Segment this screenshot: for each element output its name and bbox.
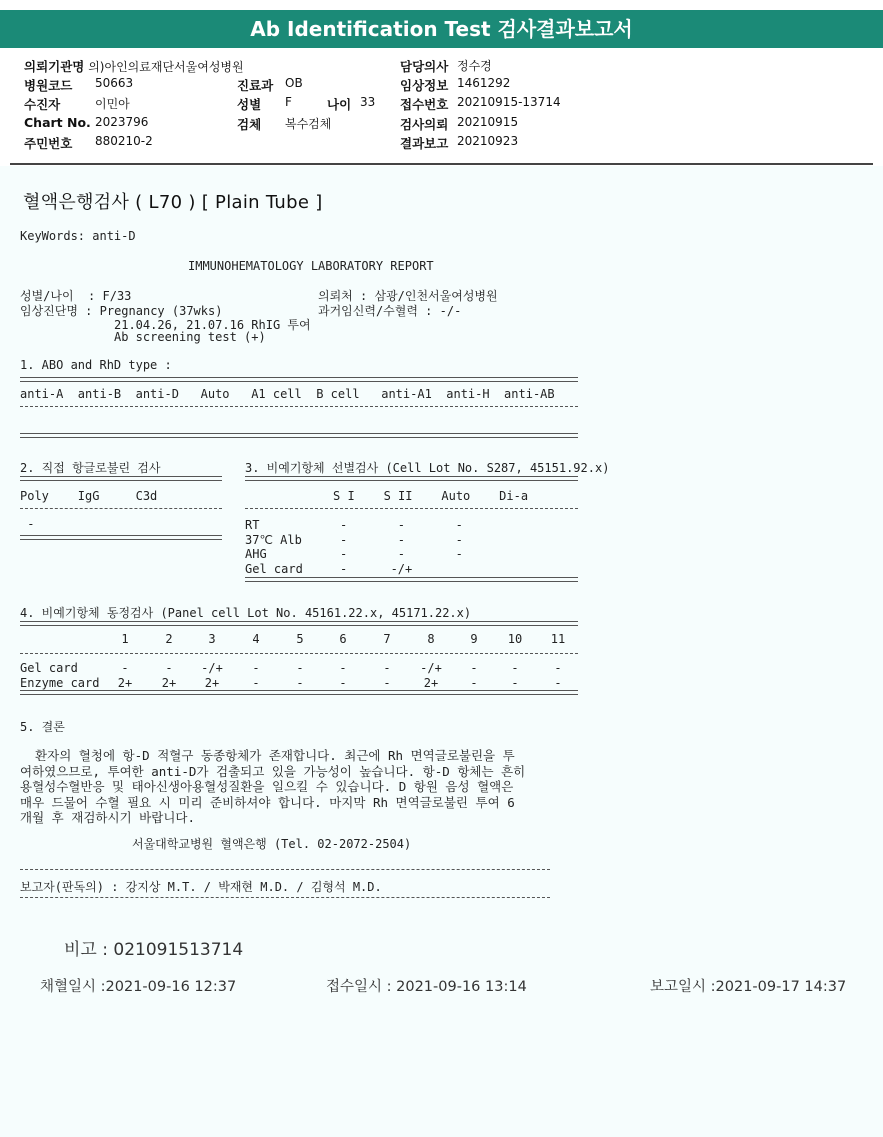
conclusion-line: 매우 드물어 수혈 필요 시 미리 준비하셔야 합니다. 마지막 Rh 면역글로불린 투여 6 bbox=[20, 794, 515, 810]
patient-label: 수진자 bbox=[24, 97, 61, 112]
section3-columns: S I S II Auto Di-a bbox=[333, 489, 529, 503]
panel-column-header: 8 bbox=[427, 632, 435, 646]
reporter-divider-bottom bbox=[20, 897, 550, 898]
patient-value: 이민아 bbox=[95, 97, 130, 111]
requester-line: 의뢰처 : 삼광/인천서울여성병원 bbox=[318, 289, 498, 303]
resident-no-label: 주민번호 bbox=[24, 136, 73, 151]
age-value: 33 bbox=[360, 95, 376, 109]
panel-cell: -/+ bbox=[201, 661, 223, 675]
section1-divider-bottom bbox=[20, 433, 578, 438]
panel-column-header: 4 bbox=[252, 632, 260, 646]
section2-divider-mid bbox=[20, 508, 222, 509]
chart-no-value: 2023796 bbox=[95, 115, 149, 129]
panel-column-header: 10 bbox=[507, 632, 523, 646]
received-datetime: 접수일시 : 2021-09-16 13:14 bbox=[326, 979, 527, 995]
section3-row-label: 37℃ Alb bbox=[245, 532, 302, 547]
section2-value: - bbox=[20, 517, 35, 531]
panel-cell: - bbox=[554, 661, 562, 675]
sex-age-line: 성별/나이 : F/33 bbox=[20, 289, 132, 303]
panel-column-header: 11 bbox=[550, 632, 566, 646]
panel-cell: - bbox=[511, 675, 519, 690]
header-divider bbox=[10, 163, 873, 165]
reporters: 보고자(판독의) : 강지상 M.T. / 박재현 M.D. / 김형석 M.D. bbox=[20, 880, 382, 894]
panel-row-label: Enzyme card bbox=[20, 675, 100, 690]
accession-label: 접수번호 bbox=[400, 97, 449, 112]
section3-row-values: - -/+ bbox=[340, 561, 413, 576]
section2-columns: Poly IgG C3d bbox=[20, 489, 158, 503]
section3-row-values: - - - bbox=[340, 547, 463, 561]
resident-no-value: 880210-2 bbox=[95, 134, 153, 148]
department-value: OB bbox=[285, 76, 303, 90]
section2-divider-bottom bbox=[20, 535, 222, 540]
note: 비고 : 021091513714 bbox=[64, 940, 244, 960]
institution-row bbox=[24, 57, 244, 75]
history-line: 과거임신력/수혈력 : -/- bbox=[318, 304, 462, 318]
report-heading: IMMUNOHEMATOLOGY LABORATORY REPORT bbox=[188, 259, 434, 273]
section3-row-values: - - - bbox=[340, 532, 463, 547]
clinical-info-value: 1461292 bbox=[457, 76, 511, 90]
report-banner: Ab Identification Test 검사결과보고서 bbox=[0, 10, 883, 48]
section3-divider-bottom bbox=[245, 577, 578, 582]
specimen-value: 복수검체 bbox=[285, 117, 332, 131]
reported-value: 20210923 bbox=[457, 134, 519, 148]
section2-divider-top bbox=[20, 476, 222, 481]
conclusion-line: 환자의 혈청에 항-D 적혈구 동종항체가 존재합니다. 최근에 Rh 면역글로불린을 투 bbox=[20, 748, 515, 763]
institution-value: 의)아인의료재단서울여성병원 bbox=[88, 60, 244, 74]
conclusion-line: 개월 후 재검하시기 바랍니다. bbox=[20, 810, 196, 825]
sex-label: 성별 bbox=[237, 97, 262, 112]
panel-cell: - bbox=[383, 675, 391, 690]
diagnosis-line-2: 21.04.26, 21.07.16 RhIG 투여 bbox=[114, 318, 311, 332]
panel-cell: - bbox=[252, 661, 260, 675]
section3-divider-mid bbox=[245, 508, 578, 509]
panel-cell: - bbox=[470, 675, 478, 690]
section3-title: 3. 비예기항체 선별검사 (Cell Lot No. S287, 45151.92.x) bbox=[245, 461, 610, 475]
panel-column-header: 2 bbox=[165, 632, 173, 646]
panel-cell: - bbox=[121, 661, 129, 675]
section1-columns: anti-A anti-B anti-D Auto A1 cell B cell anti-A1 anti-H anti-AB bbox=[20, 387, 555, 401]
panel-cell: - bbox=[470, 661, 478, 675]
requested-value: 20210915 bbox=[457, 115, 519, 129]
hospital-code-row bbox=[24, 76, 72, 94]
panel-row-label: Gel card bbox=[20, 661, 78, 675]
doctor-label: 담당의사 bbox=[400, 59, 449, 74]
panel-cell: - bbox=[296, 675, 304, 690]
section4-divider-mid bbox=[20, 653, 578, 654]
age-label: 나이 bbox=[327, 97, 352, 112]
department-label: 진료과 bbox=[237, 78, 274, 93]
section2-title: 2. 직접 항글로불린 검사 bbox=[20, 461, 161, 475]
panel-cell: -/+ bbox=[420, 661, 442, 675]
panel-cell: - bbox=[554, 675, 562, 690]
panel-cell: - bbox=[511, 661, 519, 675]
section1-divider-top bbox=[20, 377, 578, 382]
clinical-info-label: 임상정보 bbox=[400, 78, 449, 93]
reported-label: 결과보고 bbox=[400, 136, 449, 151]
section4-divider-bottom bbox=[20, 690, 578, 695]
section4-divider-top bbox=[20, 621, 578, 626]
panel-column-header: 7 bbox=[383, 632, 391, 646]
sex-value: F bbox=[285, 95, 292, 109]
section3-row-label: AHG bbox=[245, 547, 267, 561]
section3-divider-top bbox=[245, 476, 578, 481]
panel-column-header: 3 bbox=[208, 632, 216, 646]
doctor-value: 정수경 bbox=[457, 59, 492, 73]
section3-row-values: - - - bbox=[340, 518, 463, 532]
panel-column-header: 9 bbox=[470, 632, 478, 646]
collected-datetime: 채혈일시 :2021-09-16 12:37 bbox=[40, 979, 237, 995]
panel-cell: 2+ bbox=[423, 675, 439, 690]
specimen-label: 검체 bbox=[237, 117, 262, 132]
keywords: KeyWords: anti-D bbox=[20, 229, 136, 243]
panel-column-header: 1 bbox=[121, 632, 129, 646]
panel-cell: - bbox=[339, 661, 347, 675]
conclusion-line: 여하였으므로, 투여한 anti-D가 검출되고 있을 가능성이 높습니다. 항-D 항체는 흔히 bbox=[20, 763, 526, 779]
panel-cell: - bbox=[383, 661, 391, 675]
panel-cell: - bbox=[165, 661, 173, 675]
section3-row-label: Gel card bbox=[245, 561, 303, 576]
section3-row-label: RT bbox=[245, 518, 260, 532]
section4-title: 4. 비예기항체 동정검사 (Panel cell Lot No. 45161.22.x, 45171.22.x) bbox=[20, 606, 472, 620]
hospital-code-value: 50663 bbox=[95, 76, 134, 90]
diagnosis-line-3: Ab screening test (+) bbox=[114, 330, 266, 344]
panel-column-header: 5 bbox=[296, 632, 304, 646]
panel-cell: 2+ bbox=[161, 675, 177, 690]
conclusion-line: 용혈성수혈반응 및 태아신생아용혈성질환을 일으킬 수 있습니다. D 항원 음성 혈액은 bbox=[20, 779, 514, 794]
panel-cell: 2+ bbox=[117, 675, 133, 690]
hospital-code-label: 병원코드 bbox=[24, 78, 73, 93]
section1-title: 1. ABO and RhD type : bbox=[20, 358, 172, 372]
accession-value: 20210915-13714 bbox=[457, 95, 561, 109]
institution-label: 의뢰기관명 bbox=[24, 59, 85, 74]
requested-label: 검사의뢰 bbox=[400, 117, 449, 132]
lab-contact: 서울대학교병원 혈액은행 (Tel. 02-2072-2504) bbox=[132, 837, 412, 851]
reported-datetime: 보고일시 :2021-09-17 14:37 bbox=[650, 979, 847, 995]
reporter-divider-top bbox=[20, 869, 550, 870]
report-title: 혈액은행검사 ( L70 ) [ Plain Tube ] bbox=[23, 192, 323, 213]
diagnosis-line: 임상진단명 : Pregnancy (37wks) bbox=[20, 304, 223, 318]
panel-cell: - bbox=[339, 675, 347, 690]
section1-divider-mid bbox=[20, 406, 578, 407]
panel-cell: - bbox=[252, 675, 260, 690]
panel-cell: - bbox=[296, 661, 304, 675]
chart-no-label: Chart No. bbox=[24, 115, 91, 130]
section5-title: 5. 결론 bbox=[20, 720, 65, 734]
panel-cell: 2+ bbox=[204, 675, 220, 690]
panel-column-header: 6 bbox=[339, 632, 347, 646]
